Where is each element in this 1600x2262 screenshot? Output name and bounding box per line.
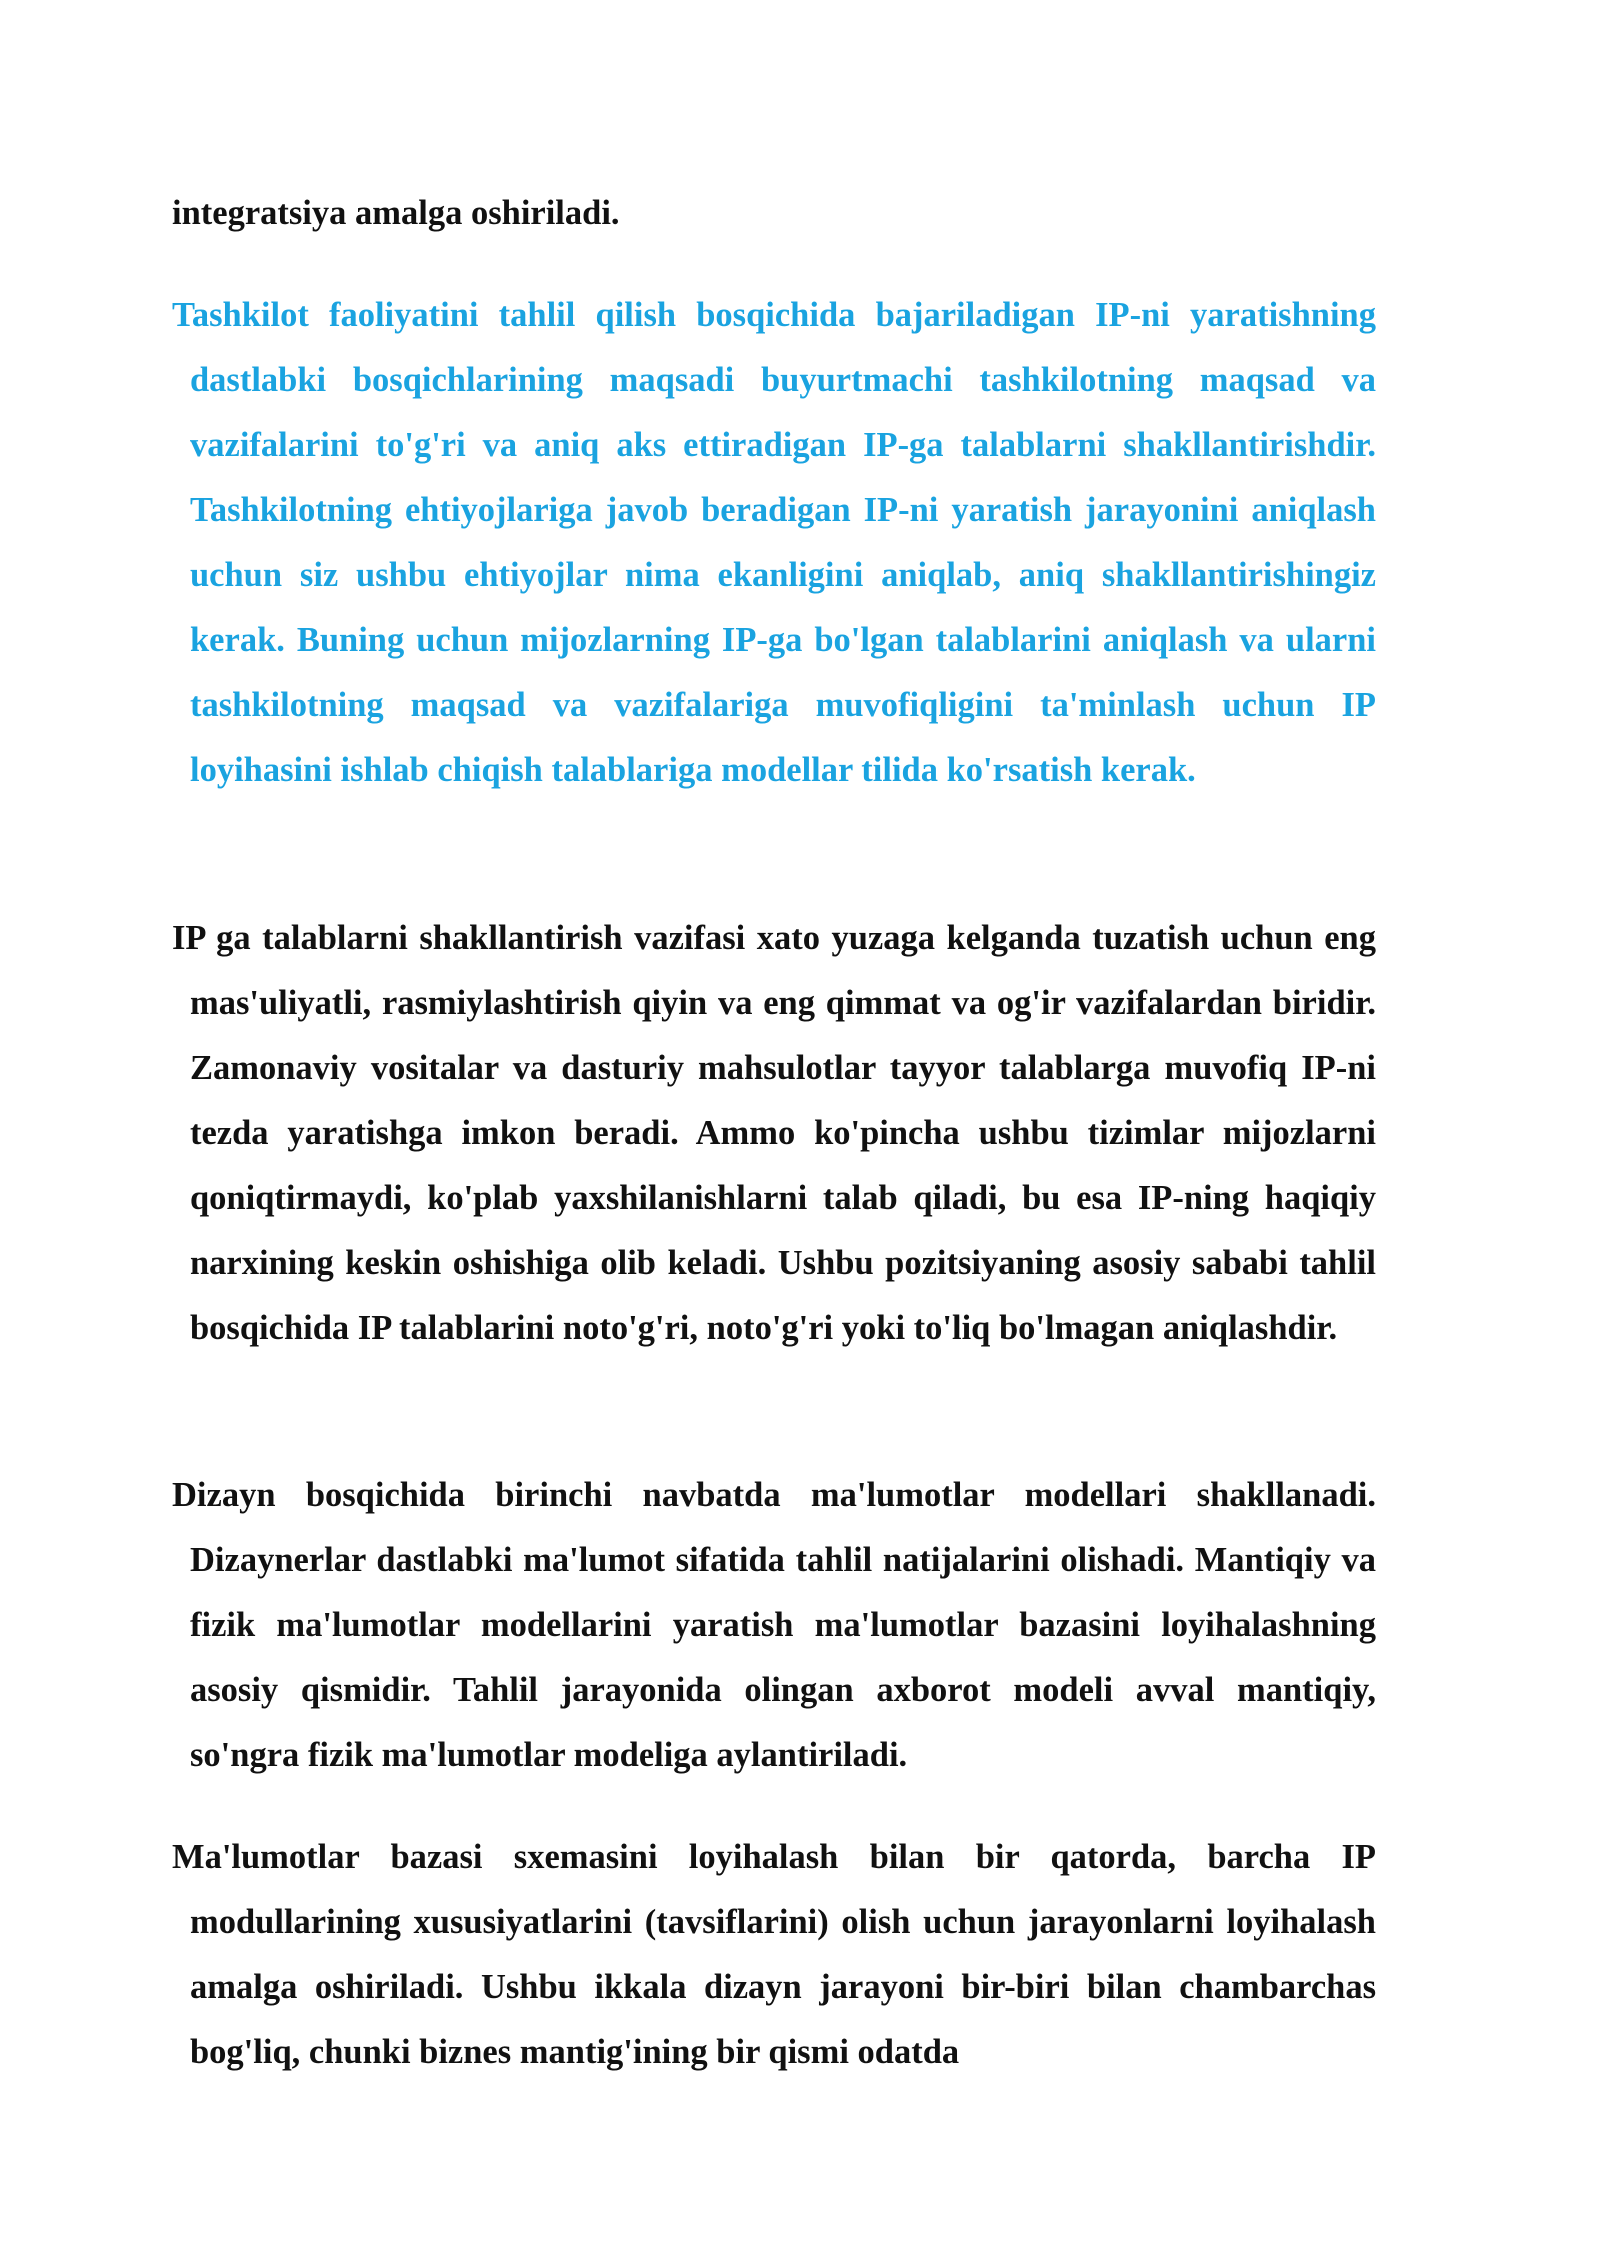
paragraph-continuation: integratsiya amalga oshiriladi. — [172, 194, 620, 232]
paragraph: Ma'lumotlar bazasi sxemasini loyihalash bilan bir qatorda, barcha IP modullarining xususiyatlarini (tavsiflarini) olish uchun jarayonlarni loyihalash amalga oshiriladi. Ushbu ikkala dizayn jarayoni bir-biri bilan chambarchas bog'liq, chunki biznes mantig'ining bir qismi odatda — [172, 1838, 1376, 2071]
paragraph: Dizayn bosqichida birinchi navbatda ma'lumotlar modellari shakllanadi. Dizaynerlar dastlabki ma'lumot sifatida tahlil natijalarini olishadi. Mantiqiy va fizik ma'lumotlar modellarini yaratish ma'lumotlar bazasini loyihalashning asosiy qismidir. Tahlil jarayonida olingan axborot modeli avval mantiqiy, so'ngra fizik ma'lumotlar modeliga aylantiriladi. — [172, 1476, 1376, 1774]
paragraph: IP ga talablarni shakllantirish vazifasi xato yuzaga kelganda tuzatish uchun eng mas'uliyatli, rasmiylashtirish qiyin va eng qimmat va og'ir vazifalardan biridir. Zamonaviy vositalar va dasturiy mahsulotlar tayyor talablarga muvofiq IP-ni tezda yaratishga imkon beradi. Ammo ko'pincha ushbu tizimlar mijozlarni qoniqtirmaydi, ko'plab yaxshilanishlarni talab qiladi, bu esa IP-ning haqiqiy narxining keskin oshishiga olib keladi. Ushbu pozitsiyaning asosiy sababi tahlil bosqichida IP talablarini noto'g'ri, noto'g'ri yoki to'liq bo'lmagan aniqlashdir. — [172, 919, 1376, 1347]
paragraph-highlighted: Tashkilot faoliyatini tahlil qilish bosqichida bajariladigan IP-ni yaratishning dastlabki bosqichlarining maqsadi buyurtmachi tashkilotning maqsad va vazifalarini to'g'ri va aniq aks ettiradigan IP-ga talablarni shakllantirishdir. Tashkilotning ehtiyojlariga javob beradigan IP-ni yaratish jarayonini aniqlash uchun siz ushbu ehtiyojlar nima ekanligini aniqlab, aniq shakllantirishingiz kerak. Buning uchun mijozlarning IP-ga bo'lgan talablarini aniqlash va ularni tashkilotning maqsad va vazifalariga muvofiqligini ta'minlash uchun IP loyihasini ishlab chiqish talablariga modellar tilida ko'rsatish kerak. — [172, 296, 1376, 789]
